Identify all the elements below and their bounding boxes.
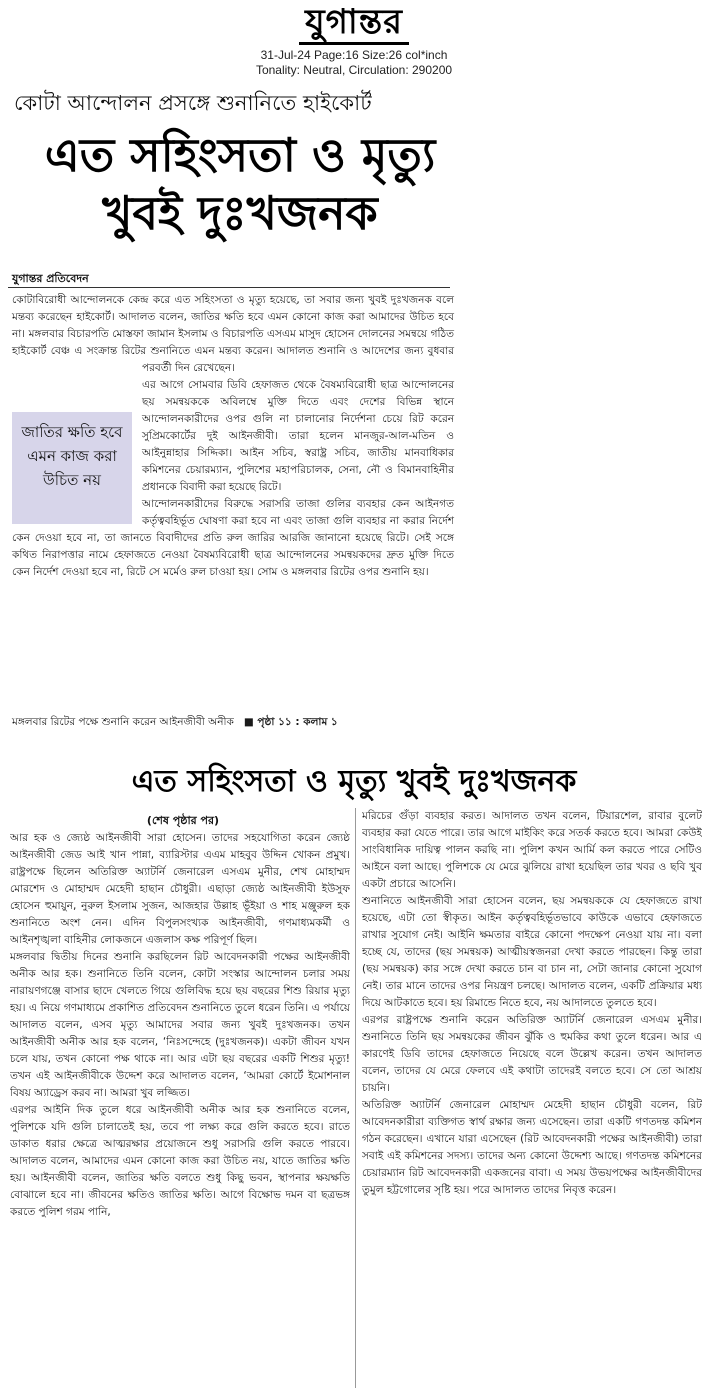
body-paragraph: শুনানিতে আইনজীবী সারা হোসেন বলেন, ছয় সমন্বয়ককে যে হেফাজতে রাখা হয়েছে, এটা তো স্বীকৃত। আইন কর্তৃত্ববহির্ভূতভাবে কাউকে এভাবে হেফাজতে রাখার সুযোগ নেই। আইনি ক্ষমতার বাইরে কোনো পদক্ষেপ নেওয়া যায় না। বলা হচ্ছে যে, তাদের (ছয় সমন্বয়ক) আত্মীয়স্বজনরা দেখা করতে পারছেন। কিন্তু তারা (ছয় সমন্বয়ক) কার সঙ্গে দেখা করতে চান বা চান না, সেটা জানার কোনো সুযোগ নেই। তার মানে তাদের ওপর নিয়ন্ত্রণ চলছে। আদালত বলেন, একটি প্রক্রিয়ার মধ্য দিয়ে আটকাতে হবে। হয় রিমান্ডে নিতে হবে, নয় আদালতে তুলতে হবে।	[362, 895, 702, 1009]
body-paragraph: মঙ্গলবার দ্বিতীয় দিনের শুনানি করছিলেন রিট আবেদনকারী পক্ষের আইনজীবী অনীক আর হক। শুনানিতে তিনি বলেন, কোটা সংস্কার আন্দোলন চলার সময় নারায়ণগঞ্জে বাসার ছাদে খেলতে গিয়ে গুলিবিদ্ধ হয়ে ছয় বছরের শিশু রিয়ার মৃত্যু হয়। এ নিয়ে গণমাধ্যমে প্রকাশিত প্রতিবেদন শুনানিতে তুলে ধরেন তিনি। এ পর্যায়ে আদালত বলেন, এসব মৃত্যু আমাদের সবার জন্য খুবই দুঃখজনক। তখন আইনজীবী অনীক আর হক বলেন, ‘নিঃসন্দেহে (দুঃখজনক)। একটা জীবন যখন চলে যায়, তখন কোনো পক্ষ থাকে না। আর এটা ছয় বছরের একটি শিশুর মৃত্যু! তখন এই আইনজীবীকে উদ্দেশ করে আদালত বলেন, ‘আমরা কোর্টে ইমোশনাল বিষয় অ্যাড্রেস করব না। আমরা খুব লজ্জিত।	[10, 951, 350, 1099]
byline-divider	[8, 287, 450, 288]
article-headline: এত সহিংসতা ও মৃত্যু খুবই দুঃখজনক	[44, 128, 436, 240]
continuation-column-left	[10, 830, 350, 1390]
article-lead-body	[12, 292, 454, 581]
body-paragraph: মরিচের গুঁড়া ব্যবহার করত। আদালত তখন বলেন, টিয়ারশেল, রাবার বুলেট ব্যবহার করা যেতে পারে। তার আগে মাইকিং করে সতর্ক করতে হবে। আমরা কেউই সাংবিধানিক দায়িত্ব পালন করছি না। পুলিশ কখন আর্মি কল করতে পারে সেটিও আইনে বলা আছে। পুলিশকে যে মেরে ঝুলিয়ে রাখা হয়েছিল তার খবর ও ছবি খুব একটা প্রচারে আসেনি।	[362, 810, 702, 890]
article-byline: যুগান্তর প্রতিবেদন	[12, 272, 89, 285]
lead-paragraph: কোটাবিরোধী আন্দোলনকে কেন্দ্র করে এত সহিংসতা ও মৃত্যু হয়েছে, তা সবার জন্য খুবই দুঃখজনক বলে মন্তব্য করেছেন হাইকোর্ট। আদালত বলেন, জাতির ক্ষতি হবে এমন কোনো কাজ করা আমাদের উচিত হবে না। মঙ্গলবার বিচারপতি মোস্তফা জামান ইসলাম ও বিচারপতি এসএম মাসুদ হোসেন দোলনের সমন্বয়ে গঠিত হাইকোর্ট বেঞ্চ এ সংক্রান্ত রিটের শুনানিতে এমন মন্তব্য করেন। আদালত শুনানি ও আদেশের জন্য বুধবার পরবর্তী দিন রেখেছেন।	[12, 294, 454, 374]
pull-quote: জাতির ক্ষতি হবে এমন কাজ করা উচিত নয়	[12, 412, 132, 524]
article-kicker: কোটা আন্দোলন প্রসঙ্গে শুনানিতে হাইকোর্ট	[14, 91, 372, 115]
clip-meta-tonality: Tonality: Neutral, Circulation: 290200	[255, 63, 453, 77]
jump-reference: ■ পৃষ্ঠা ১১ : কলাম ১	[243, 716, 338, 728]
column-divider	[355, 808, 356, 1388]
continuation-line	[12, 714, 454, 731]
lead-paragraph: আন্দোলনকারীদের বিরুদ্ধে সরাসরি তাজা গুলির ব্যবহার কেন আইনগত কর্তৃত্ববহির্ভূত ঘোষণা করা হবে না এবং তাজা গুলি ব্যবহার না করার নির্দেশ কেন দেওয়া হবে না, তা জানতে বিবাদীদের প্রতি রুল জারির আরজি জানানো হয়েছে রিটে। সেই সঙ্গে কথিত নিরাপত্তার নামে হেফাজতে নেওয়া বৈষম্যবিরোধী ছাত্র আন্দোলনের সমন্বয়কদের দ্রুত মুক্তি দিতে কেন নির্দেশ দেওয়া হবে না, রিটে সে মর্মেও রুল চাওয়া হয়। সোম ও মঙ্গলবার রিটের ওপর শুনানি হয়।	[12, 498, 454, 578]
body-paragraph: এরপর রাষ্ট্রপক্ষে শুনানি করেন অতিরিক্ত অ্যাটর্নি জেনারেল এসএম মুনীর। শুনানিতে তিনি ছয় সমন্বয়কের জীবন ঝুঁকি ও হুমকির কথা তুলে ধরেন। আর এ কারণেই ডিবি তাদের হেফাজতে নিয়েছে বলে উল্লেখ করেন। তখন আদালত বলেন, তাদের যে মেরে ফেলবে এই কথাটা তাদেরই বলতে হবে। সে তো আশ্রয় চায়নি।	[362, 1014, 702, 1094]
clip-meta-date-size: 31-Jul-24 Page:16 Size:26 col*inch	[260, 48, 448, 62]
continuation-column-right	[362, 808, 702, 1390]
body-paragraph: আর হক ও জ্যেষ্ঠ আইনজীবী সারা হোসেন। তাদের সহযোগিতা করেন জ্যেষ্ঠ আইনজীবী জেড আই খান পান্না, ব্যারিস্টার এএম মাহবুব উদ্দিন খোকন প্রমুখ। রাষ্ট্রপক্ষে ছিলেন অতিরিক্ত অ্যাটর্নি জেনারেল এসএম মুনীর, শেখ মোহাম্মদ মোরশেদ ও মোহাম্মদ মেহেদী হাছান চৌধুরী। এছাড়া জ্যেষ্ঠ আইনজীবী ইউসুফ হোসেন হুমায়ুন, নুরুল ইসলাম সুজন, আজহার উল্লাহ ভূঁইয়া ও শাহ মঞ্জুরুল হক শুনানিতে অংশ নেন। এদিন বিপুলসংখ্যক আইনজীবী, গণমাধ্যমকর্মী ও আইনশৃঙ্খলা বাহিনীর লোকজনে এজলাস কক্ষ পরিপূর্ণ ছিল।	[10, 832, 350, 946]
body-paragraph: এরপর আইনি দিক তুলে ধরে আইনজীবী অনীক আর হক শুনানিতে বলেন, পুলিশকে যদি গুলি চালাতেই হয়, তবে পা লক্ষ্য করে গুলি করতে হবে। রাতে ডাকাত ধরার ক্ষেত্রে আত্মরক্ষার প্রয়োজনে শুধু সরাসরি গুলি করতে পারবে। আদালত বলেন, আমাদের এমন কোনো কাজ করা উচিত নয়, যাতে জাতির ক্ষতি হয়। আইনজীবী বলেন, জাতির ক্ষতি বলতে শুধু কিছু ভবন, স্থাপনার ক্ষয়ক্ষতি বোঝালে হবে না। জীবনের ক্ষতিও জাতির ক্ষতি। আগে বিক্ষোভ দমন বা ছত্রভঙ্গ করতে পুলিশ গরম পানি,	[10, 1104, 350, 1218]
newspaper-logo: যুগান্তর	[299, 2, 409, 45]
masthead	[0, 2, 708, 45]
body-paragraph: অতিরিক্ত অ্যাটর্নি জেনারেল মোহাম্মদ মেহেদী হাছান চৌধুরী বলেন, রিট আবেদনকারীরা ব্যক্তিগত স্বার্থ রক্ষার জন্য এসেছেন। তারা একটি গণতদন্ত কমিশন গঠন করেছেন। এখানে যারা এসেছেন (রিট আবেদনকারী পক্ষের আইনজীবী) তারা সবাই এই কমিশনের সদস্য। তাদের অন্য কোনো উদ্দেশ্য আছে। গণতদন্ত কমিশনের চেয়ারম্যান রিট আবেদনকারী একজনের বাবা। এ সময় উভয়পক্ষের আইনজীবীদের তুমুল হট্টগোলের সৃষ্টি হয়। পরে আদালত তাদের নিবৃত্ত করেন।	[362, 1099, 702, 1196]
lead-paragraph: এর আগে সোমবার ডিবি হেফাজত থেকে বৈষম্যবিরোধী ছাত্র আন্দোলনের ছয় সমন্বয়ককে অবিলম্বে মুক্তি দিতে এবং দেশের বিভিন্ন স্থানে আন্দোলনকারীদের ওপর গুলি না চালানোর নির্দেশনা চেয়ে রিট করেন সুপ্রিমকোর্টের দুই আইনজীবী। তারা হলেন মানজুর-আল-মতিন ও আইনুন্নাহার সিদ্দিকা। আইন সচিব, স্বরাষ্ট্র সচিব, জাতীয় মানবাধিকার কমিশনের চেয়ারম্যান, পুলিশের মহাপরিচালক, সেনা, নৌ ও বিমানবাহিনীর প্রধানকে বিবাদী করা হয়েছে রিটে।	[142, 379, 454, 493]
continuation-headline: এত সহিংসতা ও মৃত্যু খুবই দুঃখজনক	[131, 764, 577, 799]
continuation-text: মঙ্গলবার রিটের পক্ষে শুনানি করেন আইনজীবী অনীক	[12, 716, 234, 728]
from-page-label: (শেষ পৃষ্ঠার পর)	[146, 814, 220, 827]
